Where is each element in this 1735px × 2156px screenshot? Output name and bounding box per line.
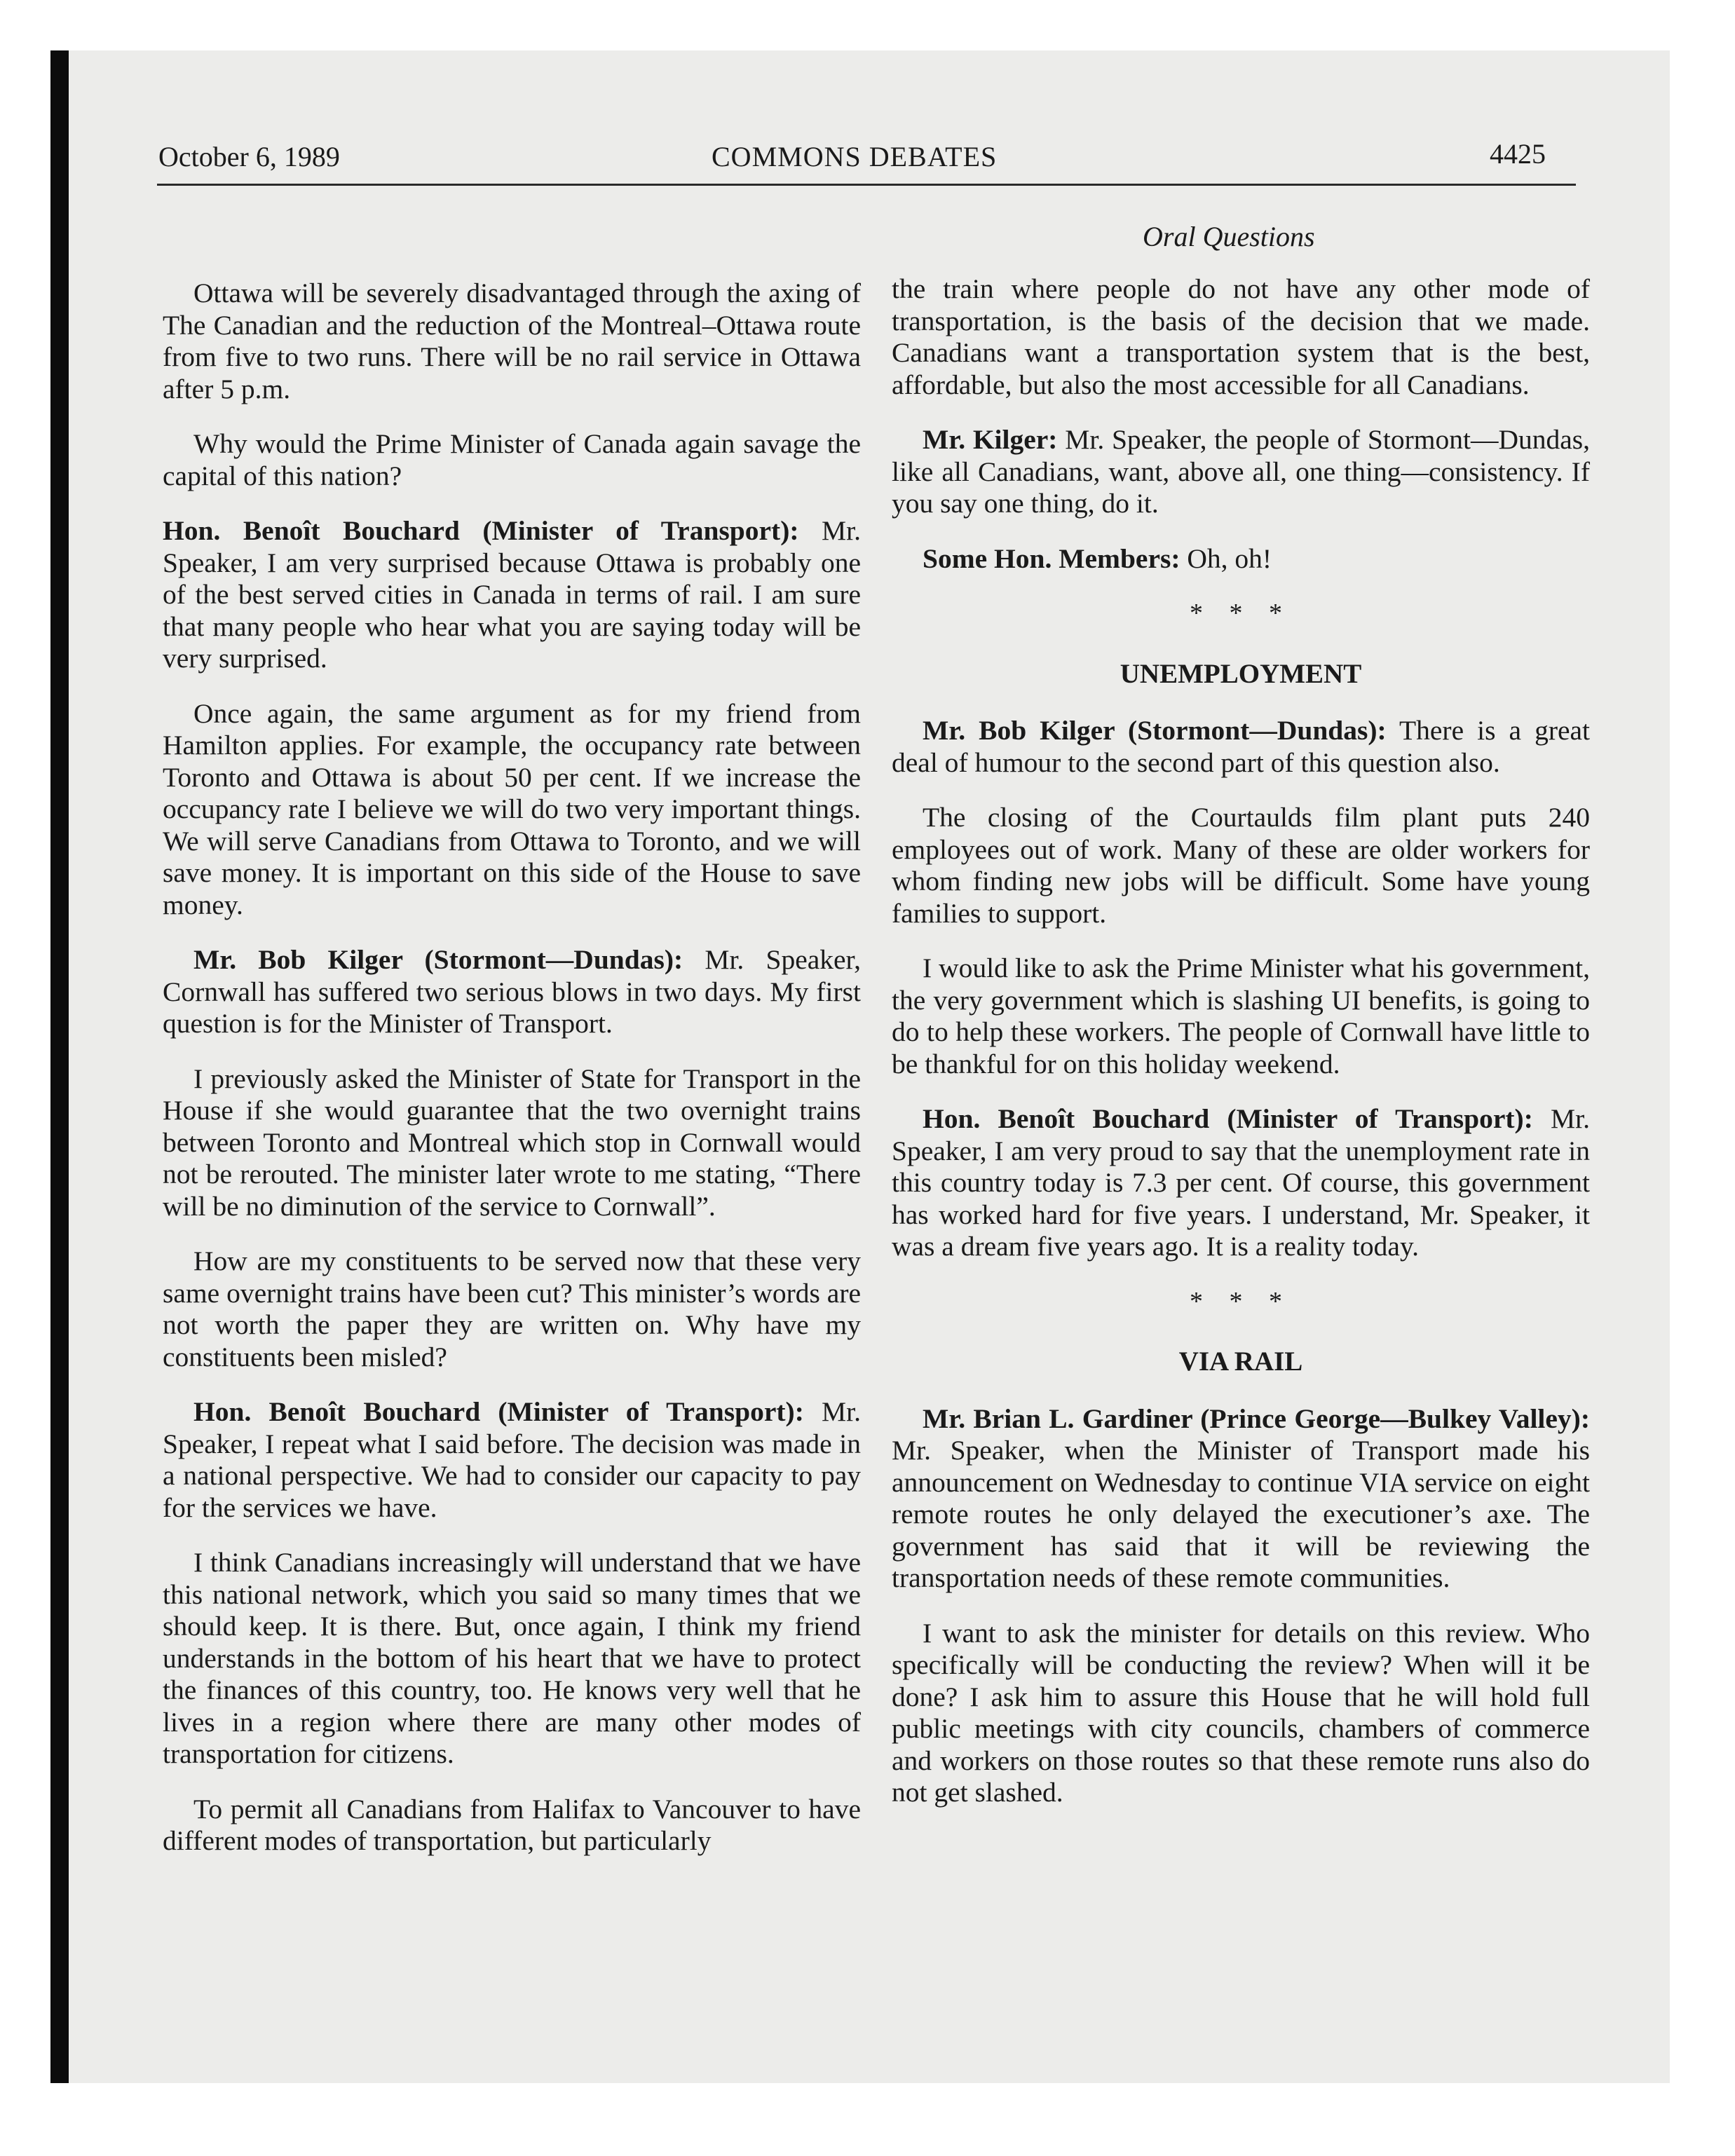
speaker-name: Hon. Benoît Bouchard (Minister of Transport): [193, 1396, 804, 1427]
right-column [892, 273, 1590, 1809]
speech-text: Mr. Speaker, I am very proud to say that the unemployment rate in this country today is 7.3 per cent. Of course, this government has worked hard for five years. I understand, Mr. Speaker, it was a dream five years ago. It is a reality today. [892, 1103, 1590, 1262]
speaker-name: Mr. Bob Kilger (Stormont—Dundas): [193, 944, 683, 975]
speech-paragraph [163, 1396, 861, 1524]
section-heading: UNEMPLOYMENT [1120, 658, 1362, 689]
paragraph: I want to ask the minister for details on this review. Who specifically will be conducting the review? When will it be done? I ask him to assure this House that he will hold full public meetings with city councils, chambers of commerce and workers on those routes so that these remote runs also do not get slashed. [892, 1617, 1590, 1808]
left-column [163, 278, 861, 1857]
speech-paragraph [892, 543, 1590, 575]
section-label: Oral Questions [1143, 221, 1315, 252]
header-rule [157, 184, 1576, 186]
speech-paragraph [892, 424, 1590, 520]
speaker-name: Hon. Benoît Bouchard (Minister of Transport): [923, 1103, 1533, 1134]
speech-text: Mr. Speaker, I am very surprised because Ottawa is probably one of the best served cities in Canada in terms of rail. I am sure that many people who hear what you are saying today will be very surprised. [163, 515, 861, 674]
paragraph: I would like to ask the Prime Minister what his government, the very government which is slashing UI benefits, is going to do to help these workers. The people of Cornwall have little to be thankful for on this holiday weekend. [892, 953, 1590, 1079]
speaker-name: Some Hon. Members: [923, 543, 1181, 574]
speech-paragraph [163, 515, 861, 675]
section-heading: VIA RAIL [1178, 1346, 1303, 1377]
header-date: October 6, 1989 [158, 141, 340, 172]
binding-edge [50, 50, 69, 2083]
speaker-name: Hon. Benoît Bouchard (Minister of Transport): [163, 515, 799, 546]
speaker-name: Mr. Kilger: [923, 424, 1058, 455]
paragraph: the train where people do not have any other mode of transportation, is the basis of the decision that we made. Canadians want a transportation system that is the best, affordable, but also the most accessible for all Canadians. [892, 273, 1590, 400]
header-title: COMMONS DEBATES [712, 141, 998, 172]
speech-paragraph [892, 715, 1590, 779]
section-separator: * * * [1190, 599, 1292, 628]
paragraph: To permit all Canadians from Halifax to Vancouver to have different modes of transportation, but particularly [163, 1793, 861, 1856]
page-number: 4425 [1490, 138, 1546, 170]
speech-paragraph [892, 1403, 1590, 1595]
speech-paragraph [163, 944, 861, 1040]
section-separator: * * * [1190, 1286, 1292, 1316]
paragraph: I previously asked the Minister of State for Transport in the House if she would guarantee that the two overnight trains between Toronto and Montreal which stop in Cornwall would not be rerouted. The minister later wrote to me stating, “There will be no diminution of the service to Cornwall”. [163, 1063, 861, 1222]
speech-text: Mr. Speaker, I repeat what I said before. The decision was made in a national perspective. We had to consider our capacity to pay for the services we have. [163, 1396, 861, 1523]
paragraph: I think Canadians increasingly will understand that we have this national network, which you said so many times that we should keep. It is there. But, once again, I think my friend understands in the bottom of his heart that we have to protect the finances of this country, too. He knows very well that he lives in a region where there are many other modes of transportation for citizens. [163, 1547, 861, 1769]
speech-text: Mr. Speaker, when the Minister of Transport made his announcement on Wednesday to continue VIA service on eight remote routes he only delayed the executioner’s axe. The government has said that it will be reviewing the transportation needs of these remote communities. [892, 1435, 1590, 1593]
speech-paragraph [892, 1103, 1590, 1263]
paragraph: How are my constituents to be served now that these very same overnight trains have been cut? This minister’s words are not worth the paper they are written on. Why have my constituents been misled? [163, 1246, 861, 1372]
paragraph: Once again, the same argument as for my friend from Hamilton applies. For example, the occupancy rate between Toronto and Ottawa is about 50 per cent. If we increase the occupancy rate I believe we will do two very important things. We will serve Canadians from Ottawa to Toronto, and we will save money. It is important on this side of the House to save money. [163, 697, 861, 920]
speech-text: There is a great deal of humour to the second part of this question also. [892, 715, 1591, 778]
speaker-name: Mr. Bob Kilger (Stormont—Dundas): [923, 715, 1387, 746]
speech-text: Mr. Speaker, the people of Stormont—Dundas, like all Canadians, want, above all, one thing—consistency. If you say one thing, do it. [892, 424, 1590, 519]
speech-text: Mr. Speaker, Cornwall has suffered two serious blows in two days. My first question is for the Minister of Transport. [163, 944, 862, 1039]
paragraph: Why would the Prime Minister of Canada again savage the capital of this nation? [163, 428, 861, 491]
paragraph: The closing of the Courtaulds film plant puts 240 employees out of work. Many of these are older workers for whom finding new jobs will be difficult. Some have young families to support. [892, 802, 1590, 929]
paragraph: Ottawa will be severely disadvantaged through the axing of The Canadian and the reduction of the Montreal–Ottawa route from five to two runs. There will be no rail service in Ottawa after 5 p.m. [163, 278, 861, 404]
speaker-name: Mr. Brian L. Gardiner (Prince George—Bulkey Valley): [923, 1403, 1590, 1434]
speech-text: Oh, oh! [1180, 543, 1272, 574]
